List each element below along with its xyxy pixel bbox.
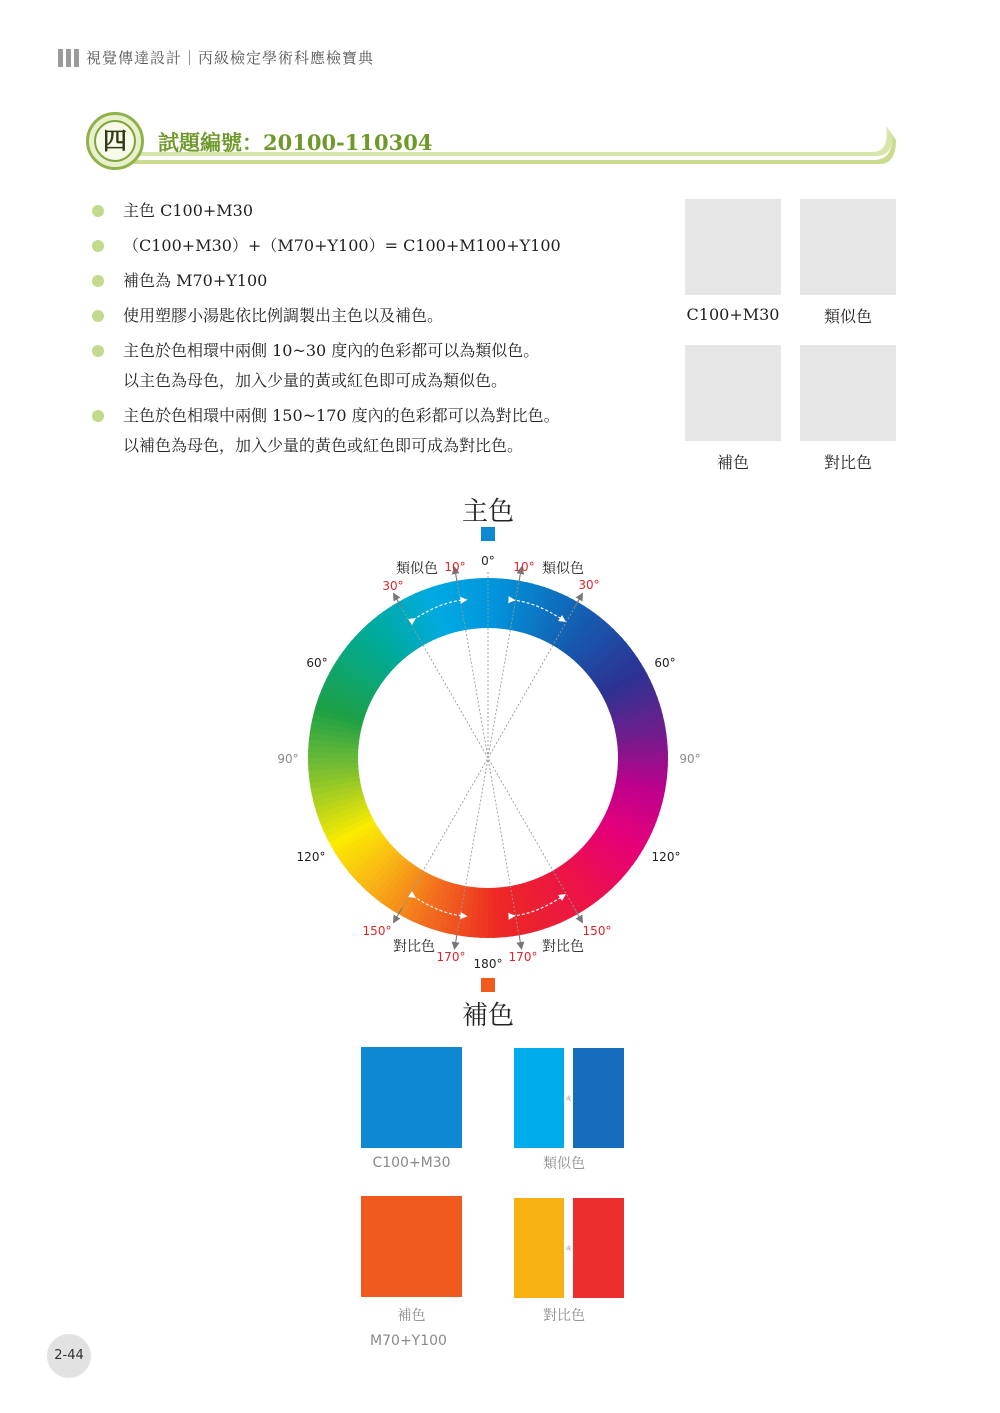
analogous-swatch-label: 類似色 <box>543 1156 585 1172</box>
deg-60-left-label: 60° <box>306 656 328 670</box>
list-item: 使用塑膠小湯匙依比例調製出主色以及補色。 <box>92 301 652 331</box>
deg-170-left-label: 170° <box>436 950 466 964</box>
header-bars <box>58 49 82 71</box>
comp-swatch-label: 補色 <box>397 1308 426 1324</box>
analogous-left-label: 類似色 <box>396 561 438 577</box>
contrast-right-label: 對比色 <box>542 939 584 955</box>
wheel-top-title: 主色 <box>461 497 515 527</box>
list-item: 主色 C100+M30 <box>92 196 652 226</box>
deg-30-left-label: 30° <box>382 579 404 593</box>
sample-box-main <box>685 199 781 295</box>
bullet-dot <box>92 345 104 357</box>
section-title: 試題編號：20100-110304 <box>158 130 433 155</box>
bullet-dot <box>92 205 104 217</box>
sample-label-contrast: 對比色 <box>823 453 872 472</box>
deg-150-left-label: 150° <box>362 924 392 938</box>
deg-10-left-label: 10° <box>444 560 466 574</box>
analogous-right-label: 類似色 <box>542 561 584 577</box>
color-wheel-diagram <box>240 490 740 1030</box>
bullet-dot <box>92 410 104 422</box>
deg-150-right-label: 150° <box>582 924 612 938</box>
deg-90-right-label: 90° <box>679 752 701 766</box>
bullet-list <box>92 196 652 466</box>
sample-box-analogous <box>800 199 896 295</box>
bullet-dot <box>92 310 104 322</box>
list-item: （C100+M30）+（M70+Y100）= C100+M100+Y100 <box>92 231 652 261</box>
analogous-swatch-right <box>573 1048 624 1148</box>
deg-120-left-label: 120° <box>296 850 326 864</box>
page-number: 2-44 <box>47 1334 91 1378</box>
bullet-dot <box>92 275 104 287</box>
comp-color-swatch <box>361 1196 462 1297</box>
comp-swatch-sublabel: M70+Y100 <box>370 1333 447 1349</box>
analogous-or-text: 或 <box>566 1096 572 1102</box>
bullet-dot <box>92 240 104 252</box>
main-color-swatch <box>361 1047 462 1148</box>
deg-180-label: 180° <box>473 957 503 971</box>
contrast-left-label: 對比色 <box>393 939 435 955</box>
list-item: 主色於色相環中兩側 10~30 度內的色彩都可以為類似色。 以主色為母色，加入少量的黃或紅色即可成為類似色。 <box>92 336 652 396</box>
contrast-or-text: 或 <box>566 1246 572 1252</box>
sample-label-analogous: 類似色 <box>823 307 872 326</box>
deg-10-right-label: 10° <box>513 560 535 574</box>
deg-120-right-label: 120° <box>651 850 681 864</box>
wheel-bottom-title: 補色 <box>461 1001 515 1030</box>
running-header: 視覺傳達設計｜丙級檢定學術科應檢寶典 <box>86 49 375 67</box>
deg-170-right-label: 170° <box>508 950 538 964</box>
sample-box-contrast <box>800 345 896 441</box>
sample-box-comp <box>685 345 781 441</box>
comp-color-marker <box>481 978 495 992</box>
sample-label-comp: 補色 <box>716 453 749 472</box>
list-item: 補色為 M70+Y100 <box>92 266 652 296</box>
deg-60-right-label: 60° <box>654 656 676 670</box>
deg-0-label: 0° <box>481 554 495 568</box>
deg-90-left-label: 90° <box>277 752 299 766</box>
main-color-marker <box>481 527 495 541</box>
analogous-swatch-left <box>514 1048 564 1148</box>
sample-label-main: C100+M30 <box>686 305 780 324</box>
section-badge: 四 <box>94 120 136 162</box>
contrast-swatch-right <box>573 1198 624 1298</box>
contrast-swatch-left <box>514 1198 564 1298</box>
deg-30-right-label: 30° <box>578 578 600 592</box>
color-wheel-svg <box>240 490 740 1030</box>
list-item: 主色於色相環中兩側 150~170 度內的色彩都可以為對比色。 以補色為母色，加入少量的黃色或紅色即可成為對比色。 <box>92 401 652 461</box>
contrast-swatch-label: 對比色 <box>543 1308 585 1324</box>
main-swatch-label: C100+M30 <box>372 1155 451 1171</box>
